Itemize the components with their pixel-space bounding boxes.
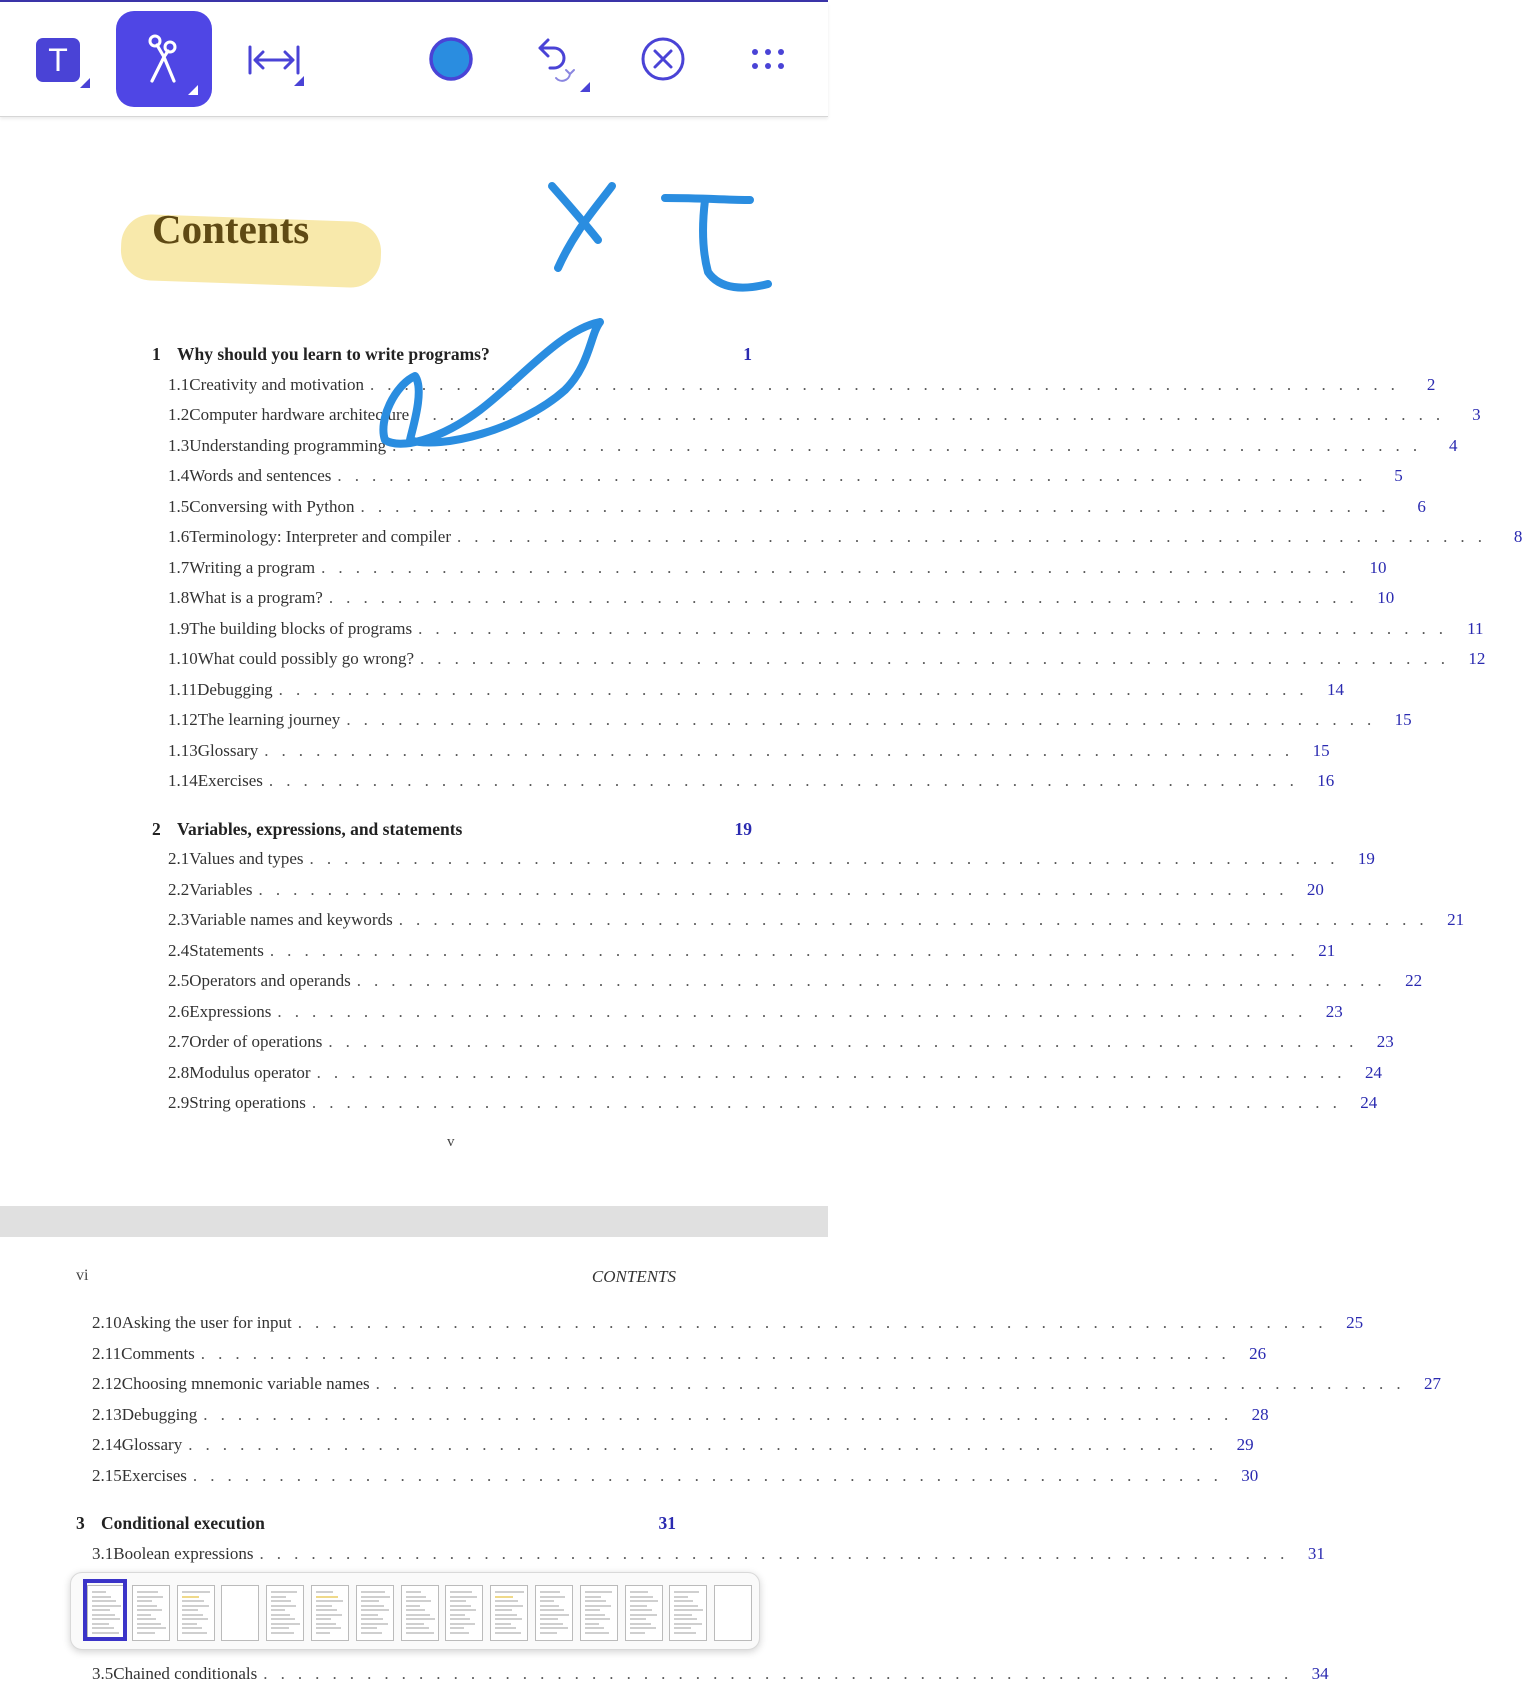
toc-page-link[interactable]: 26	[1249, 1343, 1267, 1363]
toc-leader-dots: . . . . . . . . . . . . . . . . . . . . . . . . . . . . . . . . . . . . . . . . . . . . . . . . . . . . . . . . . . . .	[398, 910, 1429, 929]
toc-leader-dots: . . . . . . . . . . . . . . . . . . . . . . . . . . . . . . . . . . . . . . . . . . . . . . . . . . . . . . . . . . . .	[392, 435, 1422, 455]
toc-page-link[interactable]: 3	[1472, 405, 1481, 424]
toc-number: 1.13	[168, 740, 198, 760]
toc-title: Computer hardware architecture	[189, 405, 415, 425]
page-thumbnail[interactable]	[580, 1585, 618, 1641]
toc-number: 2.11	[92, 1343, 122, 1363]
toc-title: Debugging	[122, 1405, 204, 1425]
page-thumbnail[interactable]	[401, 1585, 439, 1641]
toc-number: 2.10	[92, 1313, 122, 1332]
toc-section-row[interactable]	[168, 1093, 1378, 1113]
toc-title: Values and types	[189, 849, 309, 869]
toc-number: 1.12	[168, 710, 198, 729]
toc-number: 1.5	[168, 496, 190, 516]
page-thumbnail[interactable]	[445, 1585, 483, 1641]
toc-page-link[interactable]: 22	[1405, 971, 1423, 990]
toc-chapter-row[interactable]	[152, 344, 752, 365]
toc-leader-dots: . . . . . . . . . . . . . . . . . . . . . . . . . . . . . . . . . . . . . . . . . . . . . . . . . . . . . . . . . . . .	[328, 588, 1359, 607]
toc-title: The learning journey	[198, 710, 347, 730]
toc-page-link[interactable]: 25	[1346, 1313, 1364, 1332]
toc-number: 1.1	[168, 374, 190, 394]
toc-section-row[interactable]	[168, 435, 1458, 456]
pen-tool-icon	[142, 33, 186, 85]
toc-title: Asking the user for input	[122, 1313, 298, 1333]
toc-number: 1.3	[168, 435, 190, 455]
toc-number: 1.2	[168, 405, 190, 424]
toc-page-link[interactable]: 12	[1468, 649, 1486, 668]
toc-section-row[interactable]	[168, 771, 1335, 791]
toc-leader-dots: . . . . . . . . . . . . . . . . . . . . . . . . . . . . . . . . . . . . . . . . . . . . . . . . . . . . . . . . . . . .	[420, 649, 1450, 668]
toc-section-row[interactable]	[92, 1664, 1329, 1684]
toc-title: Variable names and keywords	[189, 910, 398, 930]
page-thumbnail[interactable]	[714, 1585, 752, 1641]
toc-section-row[interactable]	[92, 1435, 1254, 1455]
toc-number: 1.9	[168, 618, 190, 638]
toc-title: Modulus operator	[189, 1063, 316, 1083]
page-header-number: vi	[76, 1267, 89, 1284]
toc-page-link[interactable]: 30	[1241, 1465, 1259, 1485]
toc-section-row[interactable]	[168, 1062, 1382, 1083]
toc-section-row[interactable]	[168, 649, 1486, 669]
page-separator	[0, 1206, 828, 1237]
toc-number: 2.14	[92, 1435, 122, 1454]
toc-page-link[interactable]: 16	[1317, 771, 1335, 790]
toc-section-row[interactable]	[92, 1374, 1441, 1394]
toc-section-row[interactable]	[92, 1343, 1267, 1364]
undo-dropdown-icon	[580, 82, 590, 92]
toc-section-row[interactable]	[168, 849, 1375, 869]
toc-page-link[interactable]: 15	[1394, 710, 1412, 729]
more-button[interactable]	[748, 42, 788, 76]
toc-number: 2.4	[168, 940, 190, 960]
toc-title: String operations	[189, 1093, 312, 1113]
toc-number: 1.6	[168, 527, 190, 546]
fit-width-button[interactable]	[244, 38, 304, 82]
toc-number: 2	[152, 818, 161, 839]
toc-page-link[interactable]: 23	[1325, 1001, 1343, 1021]
toc-number: 2.7	[168, 1032, 190, 1051]
toc-number: 1.8	[168, 588, 190, 607]
toc-number: 1.11	[168, 679, 198, 699]
page-thumbnail[interactable]	[221, 1585, 259, 1641]
toc-page-link[interactable]: 4	[1449, 435, 1458, 455]
toc-section-row[interactable]	[168, 557, 1387, 578]
toc-leader-dots: . . . . . . . . . . . . . . . . . . . . . . . . . . . . . . . . . . . . . . . . . . . . . . . . . . . . . . . . . . . .	[328, 1032, 1358, 1051]
toc-section-row[interactable]	[168, 940, 1336, 961]
page-thumbnail[interactable]	[535, 1585, 573, 1641]
toc-leader-dots: . . . . . . . . . . . . . . . . . . . . . . . . . . . . . . . . . . . . . . . . . . . . . . . . . . . . . . . . . . . .	[369, 374, 1400, 394]
toc-number: 2.12	[92, 1374, 122, 1393]
toc-title: What could possibly go wrong?	[198, 649, 420, 669]
toc-page-link[interactable]: 5	[1394, 466, 1403, 485]
toc-page-link[interactable]: 24	[1364, 1062, 1382, 1082]
toc-section-row[interactable]	[168, 405, 1481, 425]
toc-title: Exercises	[122, 1466, 193, 1486]
toc-page-link[interactable]: 19	[734, 818, 752, 839]
toc-page-link[interactable]: 31	[658, 1513, 676, 1533]
page-thumbnail[interactable]	[132, 1585, 170, 1641]
toc-title: Glossary	[198, 741, 264, 761]
toc-page-link[interactable]: 6	[1417, 496, 1426, 516]
toc-leader-dots: . . . . . . . . . . . . . . . . . . . . . . . . . . . . . . . . . . . . . . . . . . . . . . . . . . . . . . . . . . . .	[192, 1465, 1223, 1485]
toc-leader-dots: . . . . . . . . . . . . . . . . . . . . . . . . . . . . . . . . . . . . . . . . . . . . . . . . . . . . . . . . . . . .	[457, 527, 1487, 546]
toc-page-link[interactable]: 19	[1357, 849, 1375, 868]
toc-number: 2.2	[168, 879, 190, 899]
toc-number: 2.1	[168, 849, 190, 868]
toc-title: Expressions	[189, 1002, 277, 1022]
toc-number: 2.8	[168, 1062, 190, 1082]
toc-title: Writing a program	[189, 558, 321, 578]
toc-leader-dots: . . . . . . . . . . . . . . . . . . . . . . . . . . . . . . . . . . . . . . . . . . . . . . . . . . . . . . . . . . . .	[418, 618, 1448, 638]
toc-leader-dots: . . . . . . . . . . . . . . . . . . . . . . . . . . . . . . . . . . . . . . . . . . . . . . . . . . . . . . . . . . . .	[337, 466, 1367, 485]
toc-page-link[interactable]: 2	[1426, 374, 1436, 394]
toc-number: 3	[76, 1513, 85, 1533]
toc-number: 1.10	[168, 649, 198, 668]
toc-page-link[interactable]: 27	[1423, 1374, 1441, 1393]
toc-page-link[interactable]: 31	[1307, 1543, 1325, 1563]
pen-tool-dropdown-icon	[188, 85, 198, 95]
toc-number: 2.5	[168, 971, 190, 990]
toc-number: 2.9	[168, 1093, 190, 1112]
toc-section-row[interactable]	[168, 710, 1412, 730]
toc-chapter-row[interactable]	[152, 819, 752, 840]
toc-title: Comments	[121, 1344, 201, 1364]
selected-thumbnail-frame	[83, 1579, 127, 1641]
close-button[interactable]	[640, 36, 686, 82]
toc-leader-dots: . . . . . . . . . . . . . . . . . . . . . . . . . . . . . . . . . . . . . . . . . . . . . . . . . . . . . . . . . . . .	[269, 940, 1300, 960]
fit-width-dropdown-icon	[294, 76, 304, 86]
toc-number: 2.15	[92, 1465, 122, 1485]
toc-leader-dots: . . . . . . . . . . . . . . . . . . . . . . . . . . . . . . . . . . . . . . . . . . . . . . . . . . . . . . . . . . . .	[278, 679, 1309, 699]
toc-section-row[interactable]	[92, 1465, 1259, 1486]
toc-title: Chained conditionals	[113, 1664, 263, 1684]
color-picker-button[interactable]	[428, 36, 474, 82]
toc-leader-dots: . . . . . . . . . . . . . . . . . . . . . . . . . . . . . . . . . . . . . . . . . . . . . . . . . . . . . . . . . . . .	[203, 1404, 1233, 1424]
toc-page-link[interactable]: 23	[1376, 1032, 1394, 1051]
toc-leader-dots: . . . . . . . . . . . . . . . . . . . . . . . . . . . . . . . . . . . . . . . . . . . . . . . . . . . . . . . . . . . .	[346, 710, 1376, 729]
toc-leader-dots: . . . . . . . . . . . . . . . . . . . . . . . . . . . . . . . . . . . . . . . . . . . . . . . . . . . . . . . . . . . .	[258, 879, 1288, 899]
page-number-footer: v	[447, 1134, 455, 1150]
toc-leader-dots: . . . . . . . . . . . . . . . . . . . . . . . . . . . . . . . . . . . . . . . . . . . . . . . . . . . . . . . . . . . .	[360, 496, 1390, 516]
page-thumbnail[interactable]	[266, 1585, 304, 1641]
toc-page-link[interactable]: 29	[1236, 1435, 1254, 1454]
toc-section-row[interactable]	[168, 1001, 1343, 1022]
toc-leader-dots: . . . . . . . . . . . . . . . . . . . . . . . . . . . . . . . . . . . . . . . . . . . . . . . . . . . . . . . . . . . .	[415, 405, 1445, 424]
toc-page-link[interactable]: 10	[1369, 557, 1387, 577]
text-tool-icon: T	[36, 38, 80, 82]
more-grid-icon	[750, 47, 786, 71]
page-thumbnail[interactable]	[490, 1585, 528, 1641]
toc-page-link[interactable]: 15	[1312, 740, 1330, 760]
toc-page-link[interactable]: 11	[1467, 618, 1484, 638]
toc-title: Terminology: Interpreter and compiler	[189, 527, 457, 547]
toc-page-link[interactable]: 21	[1318, 940, 1336, 960]
toc-section-row[interactable]	[168, 1032, 1394, 1052]
toc-leader-dots: . . . . . . . . . . . . . . . . . . . . . . . . . . . . . . . . . . . . . . . . . . . . . . . . . . . . . . . . . . . .	[277, 1001, 1307, 1021]
toc-title: Debugging	[197, 680, 279, 700]
toc-title: Boolean expressions	[113, 1544, 259, 1564]
toc-section-row[interactable]	[168, 679, 1345, 700]
page-thumbnail[interactable]	[311, 1585, 349, 1641]
toc-title: Conditional execution	[101, 1513, 271, 1534]
toc-title: Words and sentences	[189, 466, 337, 486]
page-thumbnail[interactable]	[625, 1585, 663, 1641]
page-thumbnail[interactable]	[669, 1585, 707, 1641]
toc-title: Understanding programming	[189, 436, 392, 456]
toc-title: Exercises	[198, 771, 269, 791]
toc-title: Variables, expressions, and statements	[177, 819, 468, 840]
toc-title: Choosing mnemonic variable names	[122, 1374, 376, 1394]
toc-leader-dots: . . . . . . . . . . . . . . . . . . . . . . . . . . . . . . . . . . . . . . . . . . . . . . . . . . . . . . . . . . . .	[321, 557, 1351, 577]
toc-section-row[interactable]	[168, 588, 1395, 608]
toc-number: 1.4	[168, 466, 190, 485]
toc-number: 1.7	[168, 557, 190, 577]
toc-section-row[interactable]	[168, 496, 1426, 517]
toc-section-row[interactable]	[168, 374, 1436, 395]
toc-section-row[interactable]	[168, 971, 1423, 991]
toc-number: 1	[152, 344, 161, 364]
pen-tool-button[interactable]	[116, 11, 212, 107]
toc-title: The building blocks of programs	[189, 619, 418, 639]
toc-section-row[interactable]	[168, 466, 1403, 486]
toc-number: 1.14	[168, 771, 198, 790]
toc-page-link[interactable]: 20	[1306, 879, 1324, 899]
undo-button[interactable]	[532, 34, 592, 94]
toc-section-row[interactable]	[92, 1313, 1364, 1333]
toc-leader-dots: . . . . . . . . . . . . . . . . . . . . . . . . . . . . . . . . . . . . . . . . . . . . . . . . . . . . . . . . . . . .	[264, 740, 1294, 760]
toc-chapter-row[interactable]	[76, 1513, 676, 1534]
toc-title: Variables	[189, 880, 258, 900]
toc-leader-dots: . . . . . . . . . . . . . . . . . . . . . . . . . . . . . . . . . . . . . . . . . . . . . . . . . . . . . . . . . . . .	[356, 971, 1387, 990]
toc-leader-dots: . . . . . . . . . . . . . . . . . . . . . . . . . . . . . . . . . . . . . . . . . . . . . . . . . . . . . . . . . . . .	[316, 1062, 1346, 1082]
toc-title: Operators and operands	[189, 971, 356, 991]
toc-leader-dots: . . . . . . . . . . . . . . . . . . . . . . . . . . . . . . . . . . . . . . . . . . . . . . . . . . . . . . . . . . . .	[263, 1664, 1293, 1683]
page-thumbnail[interactable]	[356, 1585, 394, 1641]
toc-number: 2.3	[168, 910, 190, 929]
toc-number: 3.1	[92, 1543, 114, 1563]
toc-leader-dots: . . . . . . . . . . . . . . . . . . . . . . . . . . . . . . . . . . . . . . . . . . . . . . . . . . . . . . . . . . . .	[268, 771, 1299, 790]
contents-heading: Contents	[152, 206, 310, 252]
toc-section-row[interactable]	[168, 910, 1465, 930]
toc-leader-dots: . . . . . . . . . . . . . . . . . . . . . . . . . . . . . . . . . . . . . . . . . . . . . . . . . . . . . . . . . . . .	[309, 849, 1339, 868]
toc-number: 2.13	[92, 1404, 122, 1424]
toc-leader-dots: . . . . . . . . . . . . . . . . . . . . . . . . . . . . . . . . . . . . . . . . . . . . . . . . . . . . . . . . . . . .	[311, 1093, 1342, 1112]
toc-page-link[interactable]: 21	[1447, 910, 1465, 929]
toc-title: Glossary	[122, 1435, 188, 1455]
annotation-toolbar	[0, 2, 828, 117]
close-icon	[640, 36, 686, 82]
page-thumbnail-strip	[70, 1572, 760, 1650]
toc-page-link[interactable]: 1	[743, 344, 752, 364]
toc-leader-dots: . . . . . . . . . . . . . . . . . . . . . . . . . . . . . . . . . . . . . . . . . . . . . . . . . . . . . . . . . . . .	[188, 1435, 1218, 1454]
page-thumbnail[interactable]	[177, 1585, 215, 1641]
toc-title: What is a program?	[189, 588, 329, 608]
toc-leader-dots: . . . . . . . . . . . . . . . . . . . . . . . . . . . . . . . . . . . . . . . . . . . . . . . . . . . . . . . . . . . .	[259, 1543, 1289, 1563]
toc-title: Statements	[189, 941, 270, 961]
toc-page-link[interactable]: 24	[1360, 1093, 1378, 1112]
toc-title: Order of operations	[189, 1032, 328, 1052]
toc-number: 3.5	[92, 1664, 114, 1683]
toc-page-link[interactable]: 14	[1327, 679, 1345, 699]
toc-section-row[interactable]	[92, 1404, 1269, 1425]
toc-section-row[interactable]	[168, 740, 1330, 761]
toc-page-link[interactable]: 34	[1311, 1664, 1329, 1683]
text-tool-dropdown-icon	[80, 78, 90, 88]
toc-section-row[interactable]	[168, 618, 1484, 639]
toc-title: Why should you learn to write programs?	[177, 344, 496, 365]
toc-section-row[interactable]	[92, 1543, 1325, 1564]
toc-leader-dots: . . . . . . . . . . . . . . . . . . . . . . . . . . . . . . . . . . . . . . . . . . . . . . . . . . . . . . . . . . . .	[200, 1343, 1231, 1363]
text-tool-button[interactable]	[36, 38, 80, 82]
page-header-title: CONTENTS	[591, 1267, 676, 1286]
toc-number: 2.6	[168, 1001, 190, 1021]
toc-page-link[interactable]: 8	[1513, 527, 1522, 546]
toc-page-link[interactable]: 28	[1251, 1404, 1269, 1424]
toc-title: Creativity and motivation	[189, 375, 370, 395]
toc-page-link[interactable]: 10	[1377, 588, 1395, 607]
fit-width-icon	[247, 43, 301, 77]
toc-section-row[interactable]	[168, 527, 1522, 547]
color-circle-icon	[428, 36, 474, 82]
toc-section-row[interactable]	[168, 879, 1324, 900]
toc-leader-dots: . . . . . . . . . . . . . . . . . . . . . . . . . . . . . . . . . . . . . . . . . . . . . . . . . . . . . . . . . . . .	[375, 1374, 1405, 1393]
toc-title: Conversing with Python	[189, 497, 360, 517]
toc-leader-dots: . . . . . . . . . . . . . . . . . . . . . . . . . . . . . . . . . . . . . . . . . . . . . . . . . . . . . . . . . . . .	[297, 1313, 1328, 1332]
